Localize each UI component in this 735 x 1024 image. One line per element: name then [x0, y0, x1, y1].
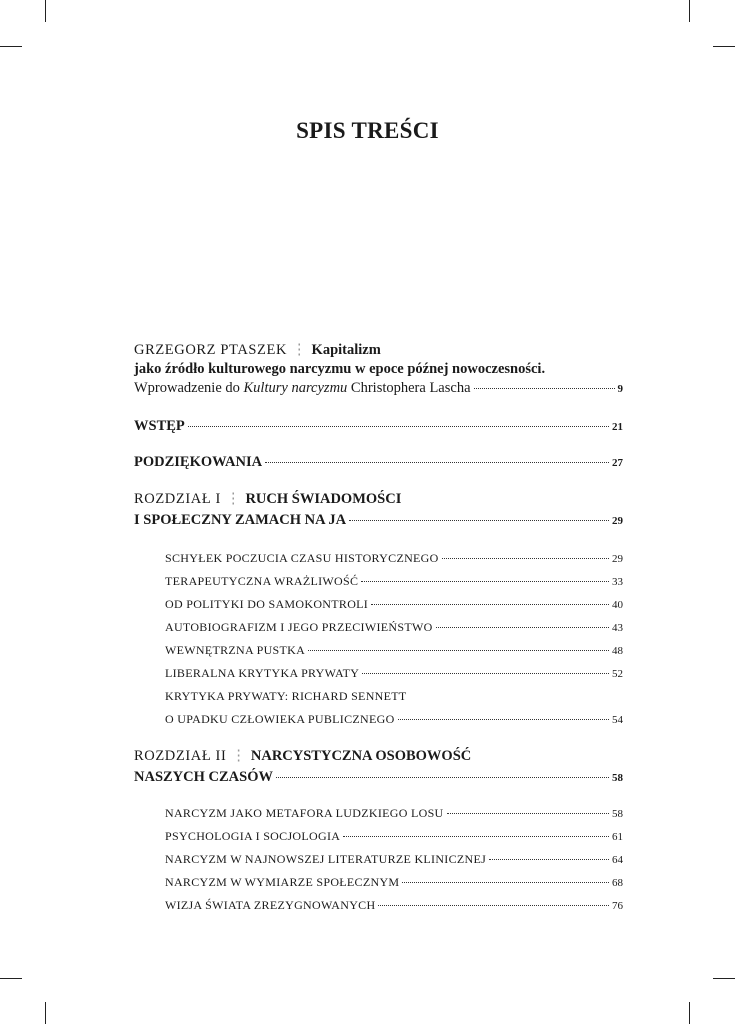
intro-subtitle: Wprowadzenie do Kultury narcyzmu Christophera Lascha: [134, 380, 471, 396]
dot-leader: [188, 426, 609, 427]
toc-item[interactable]: [165, 689, 623, 735]
dot-leader: [436, 627, 609, 628]
toc-item[interactable]: [165, 666, 623, 689]
intro-title-line1: Kapitalizm: [311, 342, 381, 358]
dot-leader: [474, 388, 615, 389]
item-label: WIZJA ŚWIATA ZREZYGNOWANYCH: [165, 898, 376, 912]
chapter1-prefix: ROZDZIAŁ I: [134, 491, 221, 507]
toc-item[interactable]: [165, 852, 623, 875]
toc-item[interactable]: [165, 620, 623, 643]
crop-mark: [713, 46, 735, 47]
page-number: 29: [612, 553, 623, 565]
chapter2-title-line1: NARCYSTYCZNA OSOBOWOŚĆ: [250, 748, 472, 764]
page-number: 64: [612, 854, 623, 866]
separator-icon: ⋮: [292, 342, 307, 358]
dot-leader: [276, 777, 609, 778]
dot-leader: [371, 604, 609, 605]
dot-leader: [489, 859, 609, 860]
crop-mark: [689, 0, 690, 22]
toc-entry-wstep[interactable]: [134, 418, 623, 435]
page-number: 52: [612, 668, 623, 680]
toc-item[interactable]: [165, 806, 623, 829]
intro-author: GRZEGORZ PTASZEK: [134, 342, 288, 358]
separator-icon: ⋮: [231, 748, 246, 764]
crop-mark: [45, 1002, 46, 1024]
toc-entry-podziekowania[interactable]: [134, 454, 623, 471]
intro-title-line2: jako źródło kulturowego narcyzmu w epoce późnej nowoczesności.: [134, 361, 546, 377]
toc-chapter-2[interactable]: [134, 748, 623, 786]
page-number: 27: [612, 457, 623, 469]
dot-leader: [265, 462, 609, 463]
chapter1-title-line2: I SPOŁECZNY ZAMACH NA JA: [134, 512, 347, 528]
page-number: 58: [612, 772, 623, 784]
item-label: SCHYŁEK POCZUCIA CZASU HISTORYCZNEGO: [165, 551, 439, 565]
item-label: PSYCHOLOGIA I SOCJOLOGIA: [165, 829, 341, 843]
page-number: 68: [612, 877, 623, 889]
chapter2-title-line2: NASZYCH CZASÓW: [134, 769, 273, 785]
crop-mark: [713, 978, 735, 979]
crop-mark: [0, 46, 22, 47]
page-number: 40: [612, 599, 623, 611]
item-label: AUTOBIOGRAFIZM I JEGO PRZECIWIEŃSTWO: [165, 620, 433, 634]
chapter1-items: [165, 551, 623, 735]
dot-leader: [343, 836, 609, 837]
toc-item[interactable]: [165, 574, 623, 597]
item-label: NARCYZM W NAJNOWSZEJ LITERATURZE KLINICZNEJ: [165, 852, 487, 866]
item-label: NARCYZM JAKO METAFORA LUDZKIEGO LOSU: [165, 806, 444, 820]
crop-mark: [0, 978, 22, 979]
page-number: 33: [612, 576, 623, 588]
page-number: 29: [612, 515, 623, 527]
page-number: 54: [612, 714, 623, 726]
page-number: 58: [612, 808, 623, 820]
toc-item[interactable]: [165, 898, 623, 921]
dot-leader: [442, 558, 609, 559]
toc-item[interactable]: [165, 829, 623, 852]
chapter2-prefix: ROZDZIAŁ II: [134, 748, 227, 764]
crop-mark: [689, 1002, 690, 1024]
toc-entry-intro[interactable]: [134, 342, 623, 399]
dot-leader: [447, 813, 609, 814]
item-label: NARCYZM W WYMIARZE SPOŁECZNYM: [165, 875, 400, 889]
toc-item[interactable]: [165, 875, 623, 898]
dot-leader: [402, 882, 609, 883]
page-number: 9: [617, 383, 623, 395]
dot-leader: [398, 719, 609, 720]
dot-leader: [349, 520, 609, 521]
page-number: 43: [612, 622, 623, 634]
page-number: 48: [612, 645, 623, 657]
crop-mark: [45, 0, 46, 22]
toc-item[interactable]: [165, 551, 623, 574]
page-number: 76: [612, 900, 623, 912]
chapter2-items: [165, 806, 623, 921]
dot-leader: [362, 673, 609, 674]
page-number: 21: [612, 421, 623, 433]
item-label: O UPADKU CZŁOWIEKA PUBLICZNEGO: [165, 712, 395, 726]
separator-icon: ⋮: [225, 491, 241, 507]
page-title: SPIS TREŚCI: [296, 118, 439, 143]
toc-item[interactable]: [165, 643, 623, 666]
dot-leader: [378, 905, 609, 906]
item-label: OD POLITYKI DO SAMOKONTROLI: [165, 597, 369, 611]
item-label: TERAPEUTYCZNA WRAŻLIWOŚĆ: [165, 574, 359, 588]
page-number: 61: [612, 831, 623, 843]
item-label: LIBERALNA KRYTYKA PRYWATY: [165, 666, 360, 680]
dot-leader: [361, 581, 609, 582]
wstep-label: WSTĘP: [134, 418, 185, 434]
toc-chapter-1[interactable]: [134, 491, 623, 529]
item-label: KRYTYKA PRYWATY: RICHARD SENNETT: [165, 689, 407, 703]
item-label: WEWNĘTRZNA PUSTKA: [165, 643, 306, 657]
dot-leader: [308, 650, 609, 651]
podziekowania-label: PODZIĘKOWANIA: [134, 454, 263, 470]
chapter1-title-line1: RUCH ŚWIADOMOŚCI: [245, 491, 402, 507]
toc-item[interactable]: [165, 597, 623, 620]
